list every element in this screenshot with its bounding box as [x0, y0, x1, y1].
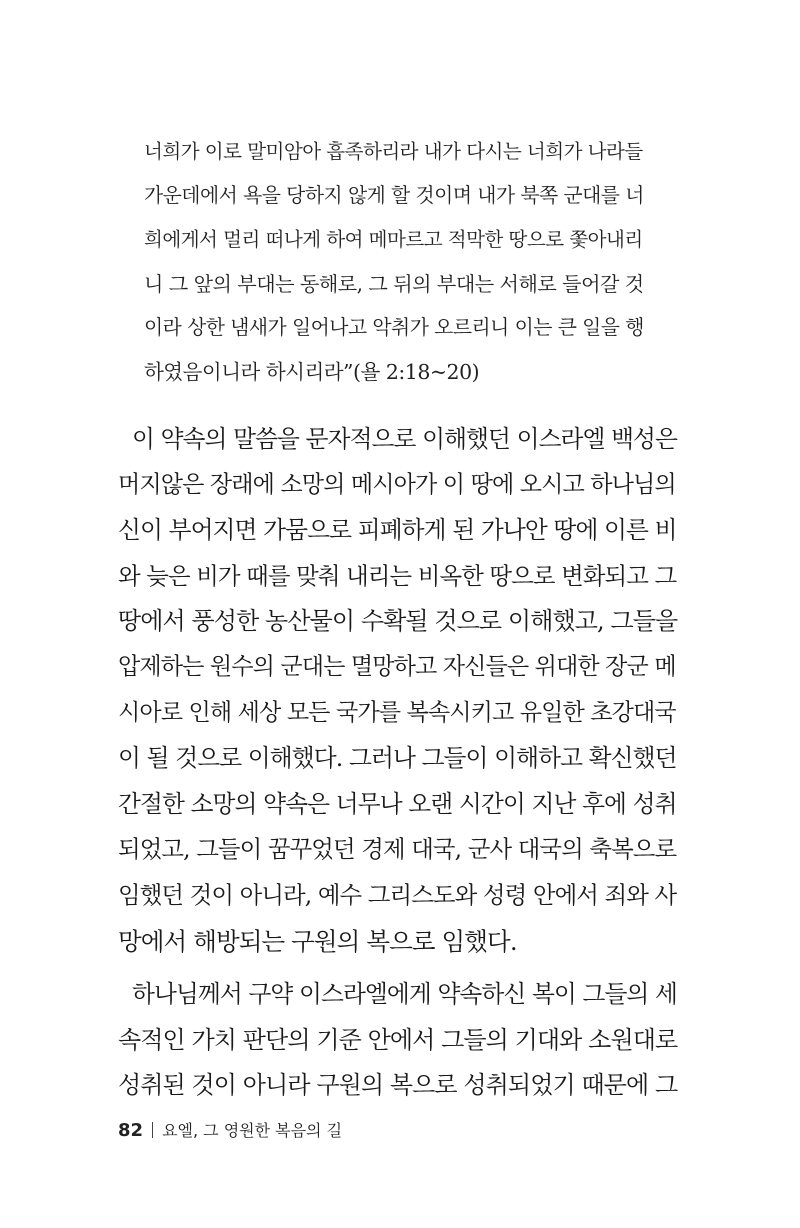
text-line: 간절한 소망의 약속은 너무나 오랜 시간이 지난 후에 성취	[118, 789, 677, 818]
text-line: 속적인 가치 판단의 기준 안에서 그들의 기대와 소원대로	[118, 1025, 678, 1054]
text-line: 압제하는 원수의 군대는 멸망하고 자신들은 위대한 장군 메	[118, 653, 676, 680]
page-number: 82	[118, 1120, 144, 1141]
text-line: 망에서 해방되는 구원의 복으로 임했다.	[118, 926, 517, 956]
text-line: 땅에서 풍성한 농산물이 수확될 것으로 이해했고, 그들을	[118, 607, 678, 636]
paragraph-2	[118, 972, 678, 1109]
book-title: 요엘, 그 영원한 복음의 길	[162, 1121, 343, 1140]
scripture-quote	[144, 130, 644, 394]
paragraph-gap	[118, 964, 678, 972]
text-line: 이 될 것으로 이해했다. 그러나 그들이 이해하고 확신했던	[118, 744, 677, 773]
text-line: 하나님께서 구약 이스라엘에게 약속하신 복이 그들의 세	[132, 980, 677, 1009]
quote-line: 희에게서 멀리 떠나게 하여 메마르고 적막한 땅으로 쫓아내리	[144, 228, 643, 251]
text-line: 성취된 것이 아니라 구원의 복으로 성취되었기 때문에 그	[118, 1071, 678, 1100]
paragraph-1	[118, 417, 678, 964]
quote-line: 니 그 앞의 부대는 동해로, 그 뒤의 부대는 서해로 들어갈 것	[144, 272, 644, 296]
text-line: 시아로 인해 세상 모든 국가를 복속시키고 유일한 초강대국	[118, 699, 676, 726]
text-line: 임했던 것이 아니라, 예수 그리스도와 성령 안에서 죄와 사	[118, 880, 677, 909]
text-line: 와 늦은 비가 때를 맞춰 내리는 비옥한 땅으로 변화되고 그	[118, 561, 677, 590]
footer-divider	[152, 1122, 153, 1138]
text-line: 머지않은 장래에 소망의 메시아가 이 땅에 오시고 하나님의	[118, 471, 676, 498]
text-line: 되었고, 그들이 꿈꾸었던 경제 대국, 군사 대국의 축복으로	[118, 835, 677, 864]
text-line: 이 약속의 말씀을 문자적으로 이해했던 이스라엘 백성은	[132, 425, 677, 453]
quote-line: 너희가 이로 말미암아 흡족하리라 내가 다시는 너희가 나라들	[144, 140, 643, 163]
quote-line: 가운데에서 욕을 당하지 않게 할 것이며 내가 북쪽 군대를 너	[144, 184, 644, 207]
quote-line: 이라 상한 냄새가 일어나고 악취가 오르리니 이는 큰 일을 행	[144, 316, 644, 339]
page-footer	[118, 1117, 342, 1145]
body-text	[118, 417, 678, 1109]
text-line: 신이 부어지면 가뭄으로 피폐하게 된 가나안 땅에 이른 비	[118, 516, 677, 545]
quote-line: 하였음이니라 하시리라”(욜 2:18~20)	[144, 360, 480, 384]
